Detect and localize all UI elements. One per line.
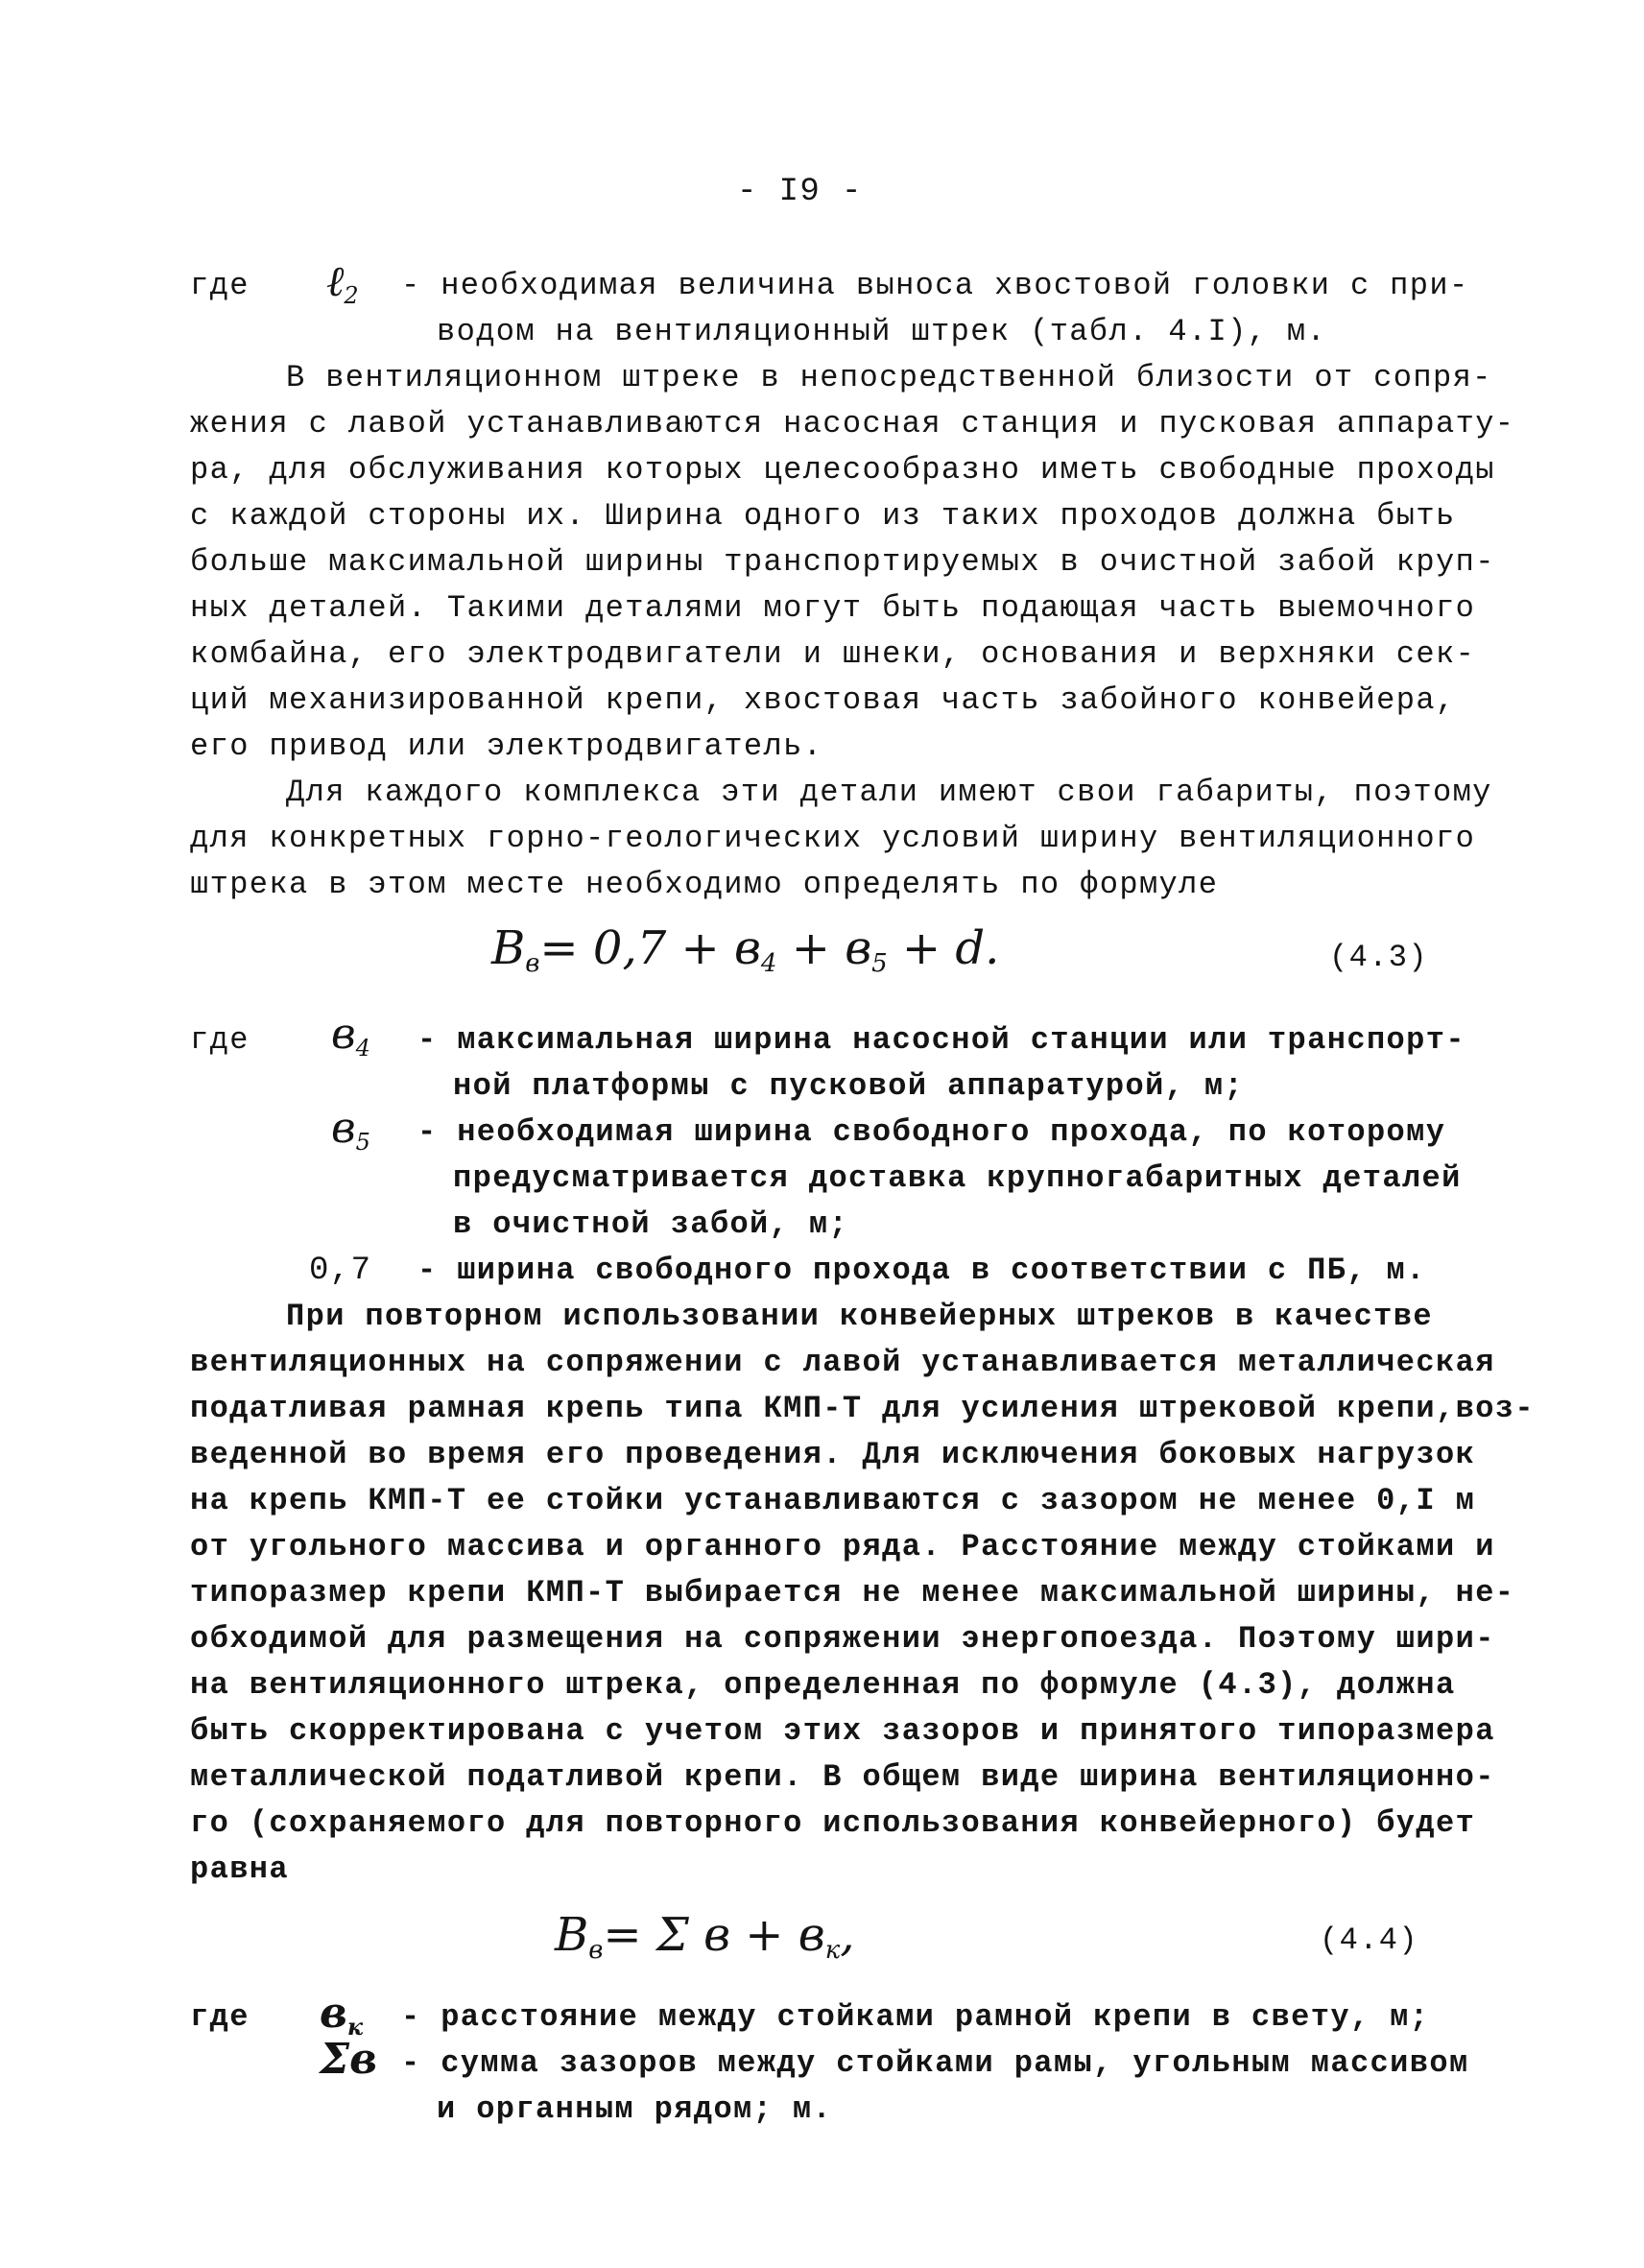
where-label-1: где: [190, 268, 250, 303]
paragraph-1-line-3: ра, для обслуживания которых целесообразно иметь свободные проходы: [190, 452, 1495, 488]
paragraph-1-line-8: ций механизированной крепи, хвостовая часть забойного конвейера,: [190, 682, 1456, 718]
paragraph-3-line-3: податливая рамная крепь типа КМП-Т для усиления штрековой крепи,воз-: [190, 1391, 1536, 1426]
paragraph-3-line-10: быть скорректирована с учетом этих зазоров и принятого типоразмера: [190, 1713, 1495, 1749]
paragraph-1-line-2: жения с лавой устанавливаются насосная станция и пусковая аппарату-: [190, 406, 1515, 442]
paragraph-3-line-7: типоразмер крепи КМП-Т выбирается не менее максимальной ширины, не-: [190, 1575, 1515, 1611]
def-b4-line-2: ной платформы с пусковой аппаратурой, м;: [453, 1068, 1245, 1104]
paragraph-3-line-11: металлической податливой крепи. В общем виде ширина вентиляционно-: [190, 1759, 1495, 1795]
paragraph-3-line-13: равна: [190, 1851, 290, 1887]
paragraph-3-line-1: При повторном использовании конвейерных штреков в качестве: [286, 1299, 1433, 1334]
def-b5-line-1: - необходимая ширина свободного прохода, по которому: [417, 1114, 1446, 1150]
symbol-0-7: 0,7: [309, 1253, 372, 1289]
paragraph-1-line-9: его привод или электродвигатель.: [190, 728, 823, 764]
def-l2-line-2: водом на вентиляционный штрек (табл. 4.I), м.: [437, 314, 1327, 349]
paragraph-3-line-6: от угольного массива и органного ряда. Расстояние между стойками и: [190, 1529, 1495, 1564]
def-0-7-text: - ширина свободного прохода в соответствии с ПБ, м.: [417, 1253, 1426, 1288]
def-l2-line-1: - необходимая величина выноса хвостовой головки с при-: [401, 268, 1469, 303]
symbol-l2: ℓ$_2$: [326, 257, 359, 309]
paragraph-1-line-5: больше максимальной ширины транспортируемых в очистной забой круп-: [190, 544, 1495, 580]
def-b4-line-1: - максимальная ширина насосной станции или транспорт-: [417, 1022, 1465, 1058]
paragraph-1-line-7: комбайна, его электродвигатели и шнеки, основания и верхняки сек-: [190, 636, 1476, 672]
symbol-sum-b: Σв: [320, 2035, 378, 2084]
paragraph-2-line-2: для конкретных горно-геологических условий ширину вентиляционного: [190, 821, 1476, 856]
def-b5-line-3: в очистной забой, м;: [453, 1206, 849, 1242]
paragraph-2-line-1: Для каждого комплекса эти детали имеют свои габариты, поэтому: [286, 775, 1492, 810]
formula-4-4-number: (4.4): [1320, 1922, 1419, 1958]
symbol-b5: $в_5$: [331, 1104, 370, 1156]
paragraph-3-line-8: обходимой для размещения на сопряжении энергопоезда. Поэтому шири-: [190, 1621, 1495, 1657]
def-sum-line-1: - сумма зазоров между стойками рамы, угольным массивом: [401, 2045, 1469, 2081]
paragraph-3-line-2: вентиляционных на сопряжении с лавой устанавливается металлическая: [190, 1345, 1495, 1380]
paragraph-1-line-1: В вентиляционном штреке в непосредственной близости от сопря-: [286, 360, 1492, 395]
def-bk-text: - расстояние между стойками рамной крепи в свету, м;: [401, 1999, 1430, 2035]
where-label-2: где: [190, 1022, 250, 1058]
symbol-bk: $в_к$: [320, 1989, 364, 2041]
formula-4-4: $B_в= \Sigma$ $в + в_к$,: [555, 1908, 855, 1965]
def-b5-line-2: предусматривается доставка крупногабаритных деталей: [453, 1160, 1462, 1196]
paragraph-3-line-5: на крепь КМП-Т ее стойки устанавливаются с зазором не менее 0,I м: [190, 1483, 1476, 1518]
paragraph-3-line-9: на вентиляционного штрека, определенная по формуле (4.3), должна: [190, 1667, 1456, 1703]
formula-4-3-number: (4.3): [1329, 940, 1429, 975]
paragraph-1-line-6: ных деталей. Такими деталями могут быть подающая часть выемочного: [190, 590, 1476, 626]
paragraph-1-line-4: с каждой стороны их. Ширина одного из таких проходов должна быть: [190, 498, 1456, 534]
symbol-b4: $в_4$: [331, 1010, 370, 1062]
where-label-3: где: [190, 1999, 250, 2035]
def-sum-line-2: и органным рядом; м.: [437, 2091, 833, 2127]
page-number: - I9 -: [737, 174, 863, 210]
paragraph-3-line-12: го (сохраняемого для повторного использования конвейерного) будет: [190, 1805, 1476, 1841]
formula-4-3: $B_в= 0,7 + в_4 + в_5 + d$.: [491, 921, 1000, 978]
paragraph-3-line-4: веденной во время его проведения. Для исключения боковых нагрузок: [190, 1437, 1476, 1472]
paragraph-2-line-3: штрека в этом месте необходимо определять по формуле: [190, 867, 1219, 902]
